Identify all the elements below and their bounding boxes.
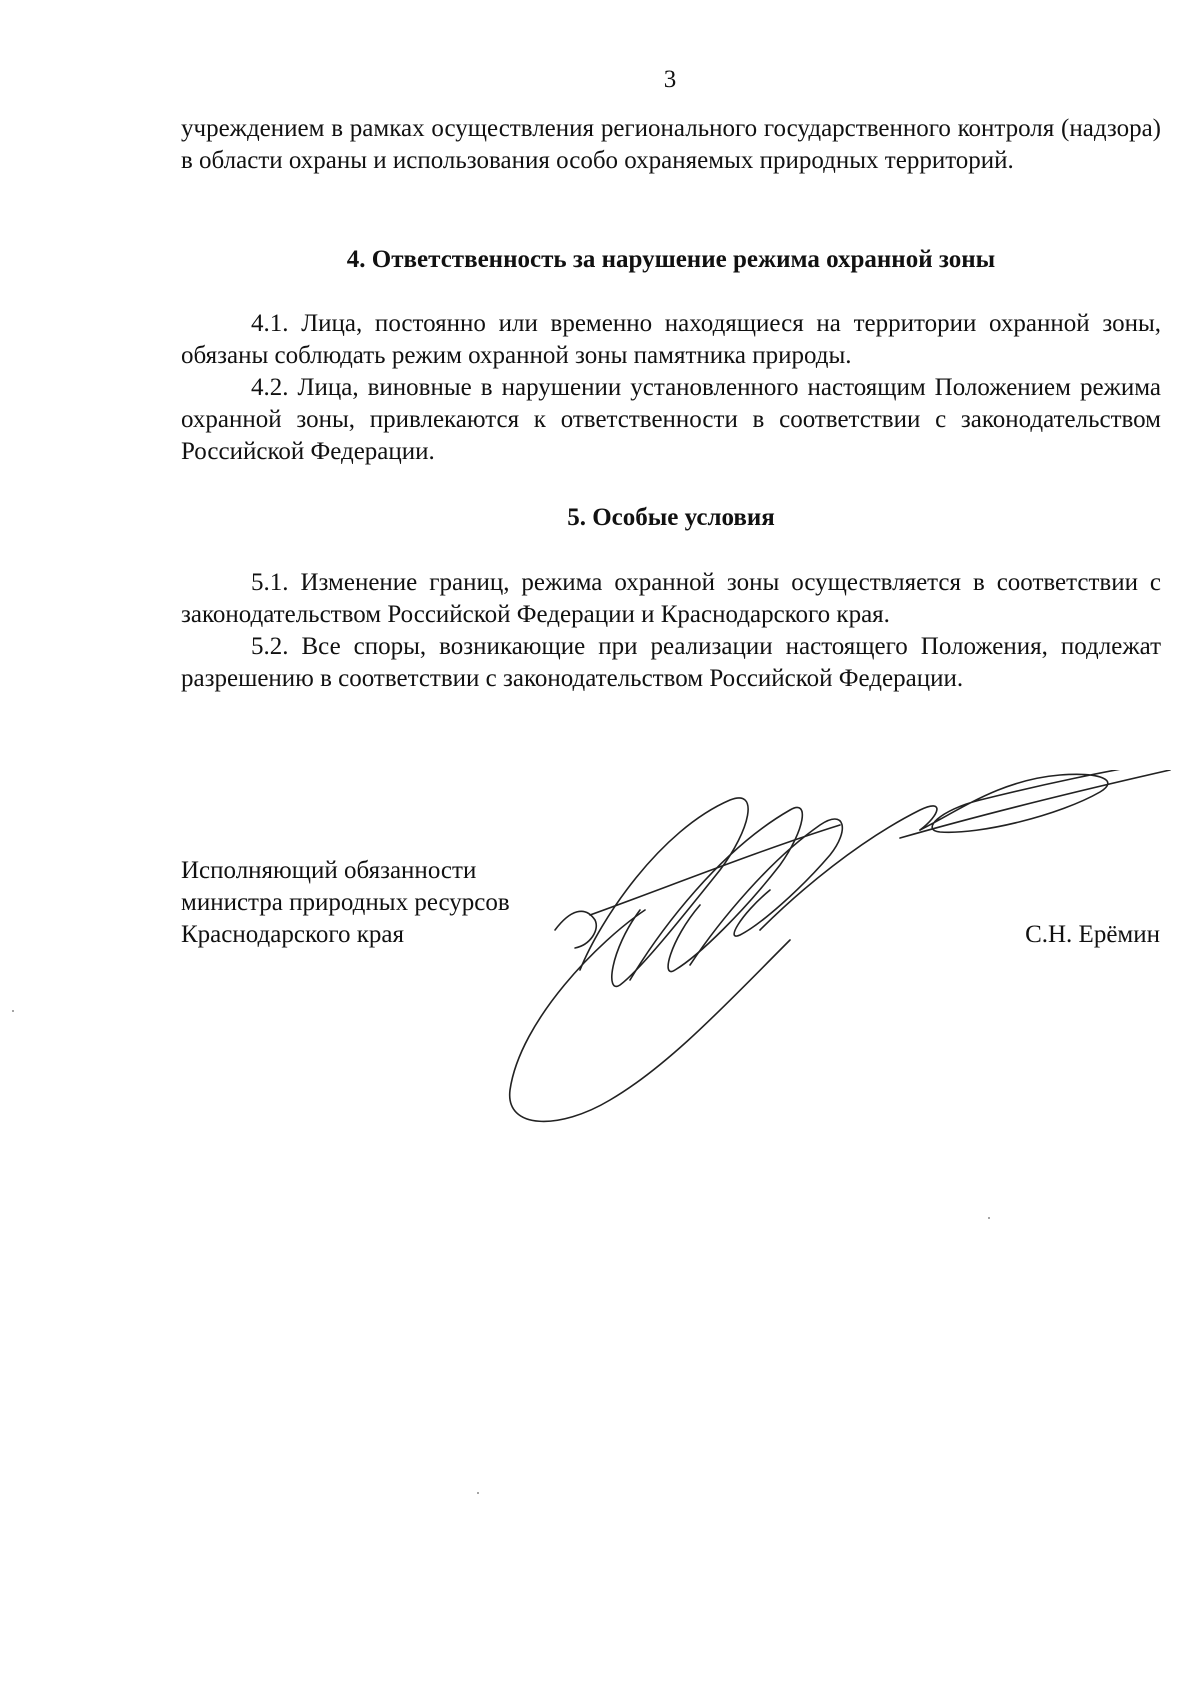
intro-paragraph: [181, 113, 1161, 177]
signer-title-line: Исполняющий обязанности: [181, 857, 477, 884]
clause-4-2: 4.2. Лица, виновные в нарушении установленного настоящим Положением режима охранной зоны, привлекаются к ответственности в соответствии с законодательством Российской Федерации.: [181, 374, 1161, 465]
signer-title-line: Краснодарского края: [181, 921, 404, 948]
signer-name: С.Н. Ерёмин: [1025, 921, 1160, 948]
section-5-heading: 5. Особые условия: [567, 504, 775, 531]
intro-text: учреждением в рамках осуществления регионального государственного контроля (надзора) в области охраны и использования особо охраняемых природных территорий.: [181, 115, 1161, 174]
clause-5-2: 5.2. Все споры, возникающие при реализации настоящего Положения, подлежат разрешению в соответствии с законодательством Российской Федерации.: [181, 633, 1161, 692]
section-4-body: [181, 308, 1161, 468]
handwritten-signature: [500, 770, 1180, 1140]
scan-speck: [12, 1010, 14, 1012]
clause-5-1: 5.1. Изменение границ, режима охранной зоны осуществляется в соответствии с законодательством Российской Федерации и Краснодарского края.: [181, 569, 1161, 628]
section-5-body: [181, 567, 1161, 695]
page-number: 3: [663, 66, 677, 93]
signer-title: [181, 855, 510, 951]
section-4-heading: 4. Ответственность за нарушение режима охранной зоны: [346, 246, 996, 273]
scan-speck: [477, 1492, 479, 1494]
signer-title-line: министра природных ресурсов: [181, 889, 510, 916]
scan-speck: [988, 1217, 990, 1219]
clause-4-1: 4.1. Лица, постоянно или временно находящиеся на территории охранной зоны, обязаны соблюдать режим охранной зоны памятника природы.: [181, 310, 1161, 369]
